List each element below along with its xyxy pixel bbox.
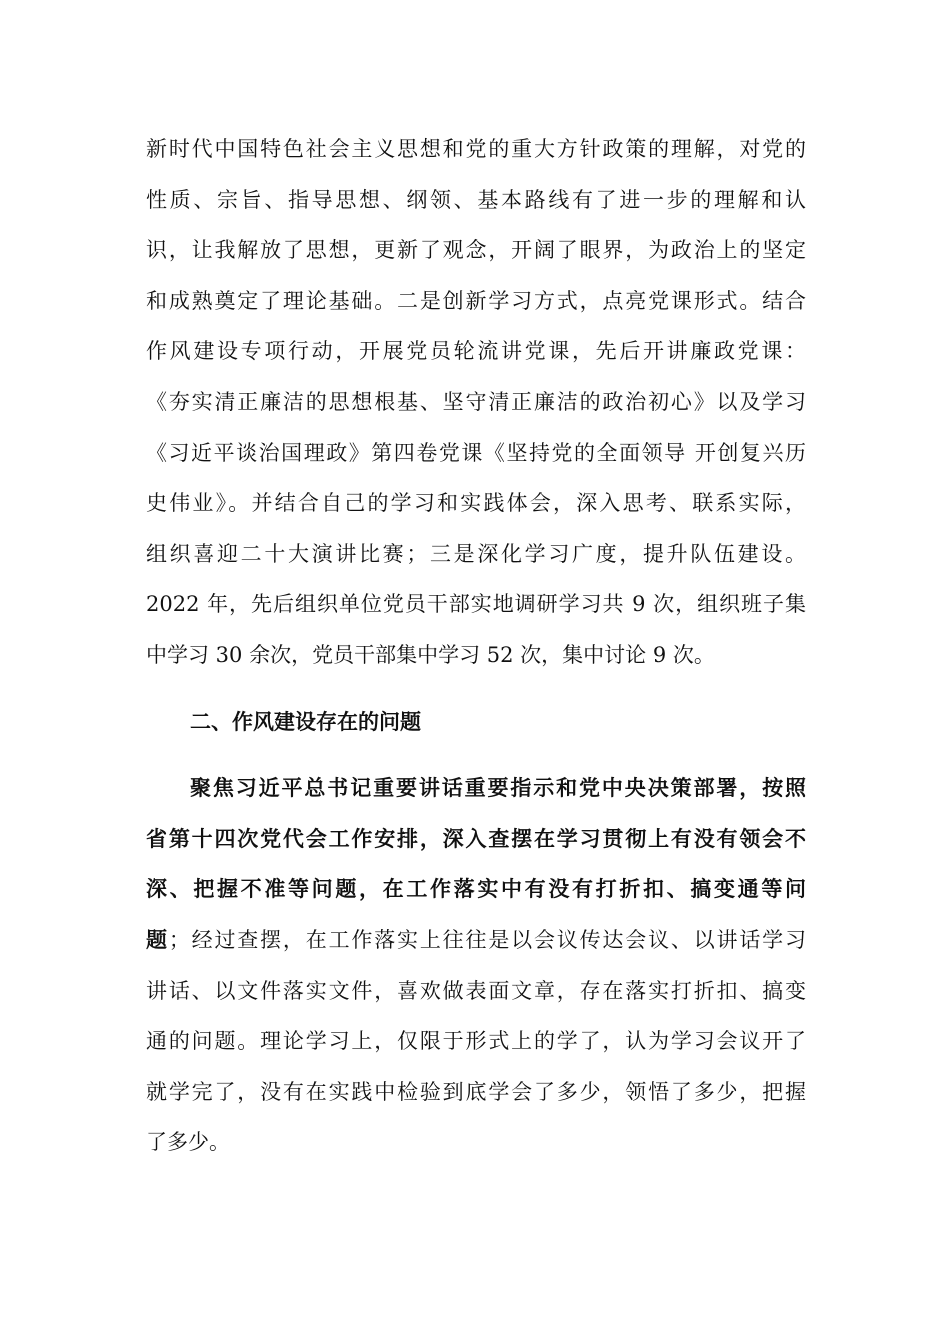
text-line: 组织喜迎二十大演讲比赛；三是深化学习广度，提升队伍建设。 xyxy=(146,541,806,566)
text-line-bold: 深、把握不准等问题，在工作落实中有没有打折扣、搞变通等问 xyxy=(146,876,806,902)
paragraph-problems xyxy=(146,763,806,1168)
bold-fragment: 题 xyxy=(146,926,169,952)
text-line: 和成熟奠定了理论基础。二是创新学习方式，点亮党课形式。结合 xyxy=(146,288,806,313)
text-line: 《夯实清正廉洁的思想根基、坚守清正廉洁的政治初心》以及学习 xyxy=(146,389,806,414)
text-line: 通的问题。理论学习上，仅限于形式上的学了，认为学习会议开了 xyxy=(146,1029,806,1054)
section-heading: 二、作风建设存在的问题 xyxy=(190,709,421,734)
text-line: 2022 年，先后组织单位党员干部实地调研学习共 9 次，组织班子集 xyxy=(146,592,806,617)
text-line: 就学完了，没有在实践中检验到底学会了多少，领悟了多少，把握 xyxy=(146,1079,806,1104)
text-fragment: ；经过查摆，在工作落实上往往是以会议传达会议、以讲话学习 xyxy=(168,927,807,952)
paragraph-study-achievements xyxy=(146,124,806,681)
text-line: 作风建设专项行动，开展党员轮流讲党课，先后开讲廉政党课： xyxy=(146,339,806,364)
text-line-bold: 省第十四次党代会工作安排，深入查摆在学习贯彻上有没有领会不 xyxy=(146,825,806,851)
text-line: 中学习 30 余次，党员干部集中学习 52 次，集中讨论 9 次。 xyxy=(146,642,715,667)
text-line-bold: 聚焦习近平总书记重要讲话重要指示和党中央决策部署，按照 xyxy=(190,775,806,801)
text-line: 新时代中国特色社会主义思想和党的重大方针政策的理解，对党的 xyxy=(146,137,806,161)
text-line: 识，让我解放了思想，更新了观念，开阔了眼界，为政治上的坚定 xyxy=(146,238,806,263)
text-line: 《习近平谈治国理政》第四卷党课《坚持党的全面领导 开创复兴历 xyxy=(146,440,806,465)
text-line-mixed xyxy=(146,915,806,966)
text-line: 了多少。 xyxy=(146,1130,230,1155)
text-line: 讲话、以文件落实文件，喜欢做表面文章，存在落实打折扣、搞变 xyxy=(146,978,806,1003)
text-line: 性质、宗旨、指导思想、纲领、基本路线有了进一步的理解和认 xyxy=(146,187,806,212)
text-line: 史伟业》。并结合自己的学习和实践体会，深入思考、联系实际， xyxy=(146,491,806,516)
document-body xyxy=(146,124,806,1168)
